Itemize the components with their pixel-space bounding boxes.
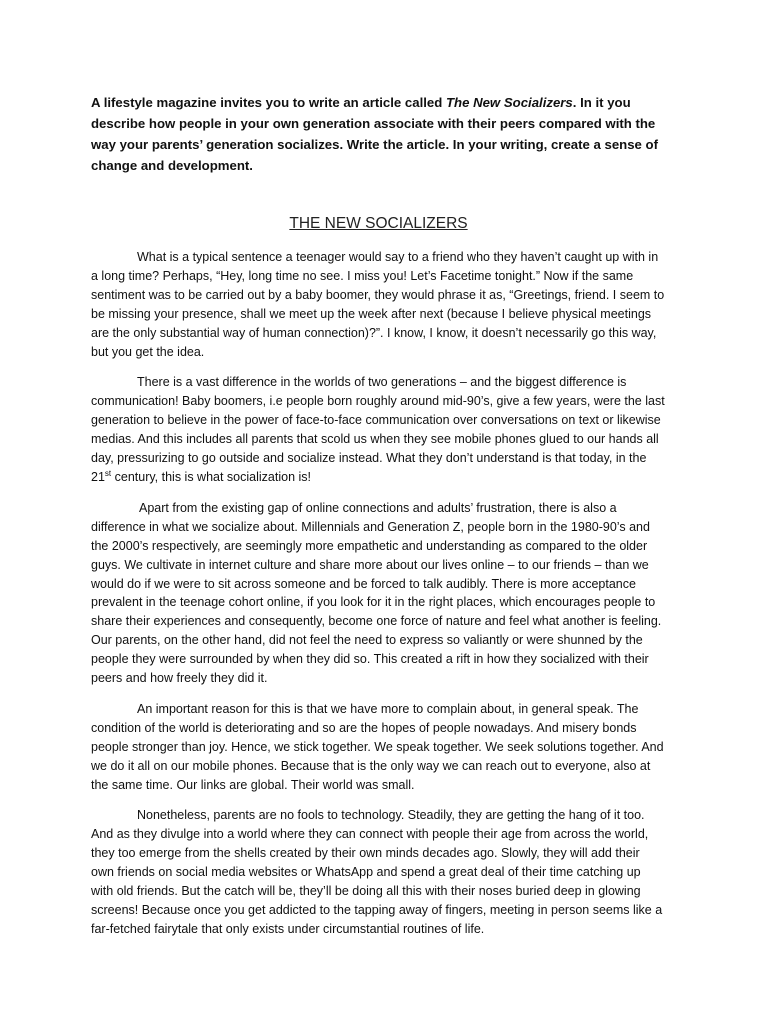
paragraph-2-text-end: century, this is what socialization is!: [111, 469, 311, 484]
article-title: THE NEW SOCIALIZERS: [289, 215, 468, 232]
paragraph-2: [91, 373, 666, 486]
prompt-text-start: A lifestyle magazine invites you to write an article called: [91, 95, 446, 110]
prompt-article-name: The New Socializers: [445, 95, 573, 110]
ordinal-superscript: st: [104, 468, 112, 478]
prompt-text-end: . In it you describe how people in your own generation associate with their peers compared with the way your parents’ generation socializes. Write the article. In your writing, create a sense of change and development.: [91, 95, 659, 173]
paragraph-1: What is a typical sentence a teenager would say to a friend who they haven’t caught up with in a long time? Perhaps, “Hey, long time no see. I miss you! Let’s Facetime tonight.” Now if the same sentiment was to be carried out by a baby boomer, they would phrase it as, “Greetings, friend. I seem to be missing your presence, shall we meet up the week after next (because I believe physical meetings are the only substantial way of human connection)?”. I know, I know, it doesn’t necessarily go this way, but you get the idea.: [91, 250, 665, 359]
assignment-prompt: [91, 92, 666, 176]
paragraph-2-text: There is a vast difference in the worlds of two generations – and the biggest difference is communication! Baby boomers, i.e people born roughly around mid-90’s, give a few years, were the last generation to believe in the power of face-to-face communication over conversations on text or likewise medias. And this includes all parents that scold us when they see mobile phones glued to our hands all day, pressurizing to go outside and socialize instead. What they don’t understand is that today, in the 21: [91, 375, 665, 484]
paragraph-5: Nonetheless, parents are no fools to technology. Steadily, they are getting the hang of it too. And as they divulge into a world where they can connect with people their age from across the world, they too emerge from the shells created by their own minds decades ago. Slowly, they will add their own friends on social media websites or WhatsApp and spend a great deal of their time catching up with old friends. But the catch will be, they’ll be doing all this with their noses buried deep in glowing screens! Because once you get addicted to the tapping away of fingers, meeting in person seems like a far-fetched fairytale that only exists under circumstantial routines of life.: [91, 808, 663, 936]
paragraph-3: Apart from the existing gap of online connections and adults’ frustration, there is also a difference in what we socialize about. Millennials and Generation Z, people born in the 1980-90’s and the 2000’s respectively, are seemingly more empathetic and understanding as compared to the older guys. We cultivate in internet culture and share more about our lives online – to our friends – than we would do if we were to sit across someone and be forced to talk audibly. There is more acceptance prevalent in the teenage cohort online, if you look for it in the right places, which encourages people to share their experiences and consequently, become one force of nature and feel what another is feeling. Our parents, on the other hand, did not feel the need to express so valiantly or were shunned by the people they were surrounded by when they did so. This created a rift in how they socialized with their peers and how freely they did it.: [91, 500, 662, 686]
paragraph-4: An important reason for this is that we have more to complain about, in general speak. The condition of the world is deteriorating and so are the hopes of people nowadays. And misery bonds people stronger than joy. Hence, we stick together. We speak together. We seek solutions together. And we do it all on our mobile phones. Because that is the only way we can reach out to everyone, also at the same time. Our links are global. Their world was small.: [91, 701, 664, 792]
